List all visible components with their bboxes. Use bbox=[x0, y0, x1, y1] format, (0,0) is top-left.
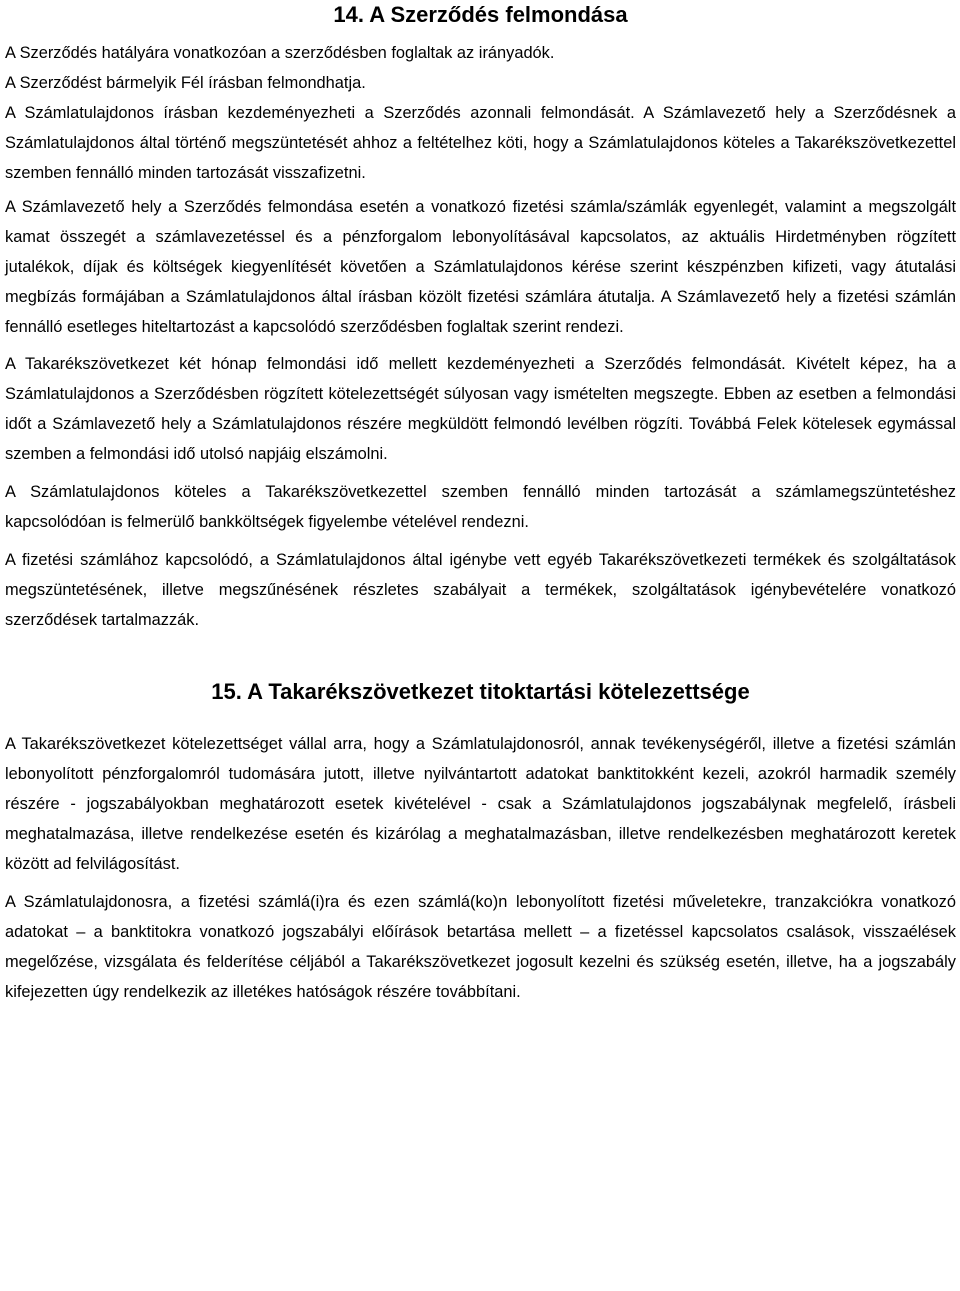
section-15-heading: 15. A Takarékszövetkezet titoktartási kötelezettsége bbox=[211, 679, 750, 704]
section-14-paragraph-1: A Szerződés hatályára vonatkozóan a szerződésben foglaltak az irányadók. bbox=[5, 44, 555, 62]
section-14-heading: 14. A Szerződés felmondása bbox=[333, 2, 628, 27]
section-14-paragraph-3: A Számlatulajdonos írásban kezdeményezheti a Szerződés azonnali felmondását. A Számlavezető hely a Szerződésnek a Számlatulajdonos által történő megszüntetését ahhoz a feltételhez köti, hogy a Számlatulajdonos köteles a Takarékszövetkezettel szemben fennálló minden tartozását visszafizetni. bbox=[5, 104, 956, 182]
section-14-paragraph-5: A Takarékszövetkezet két hónap felmondási idő mellett kezdeményezheti a Szerződés felmondását. Kivételt képez, ha a Számlatulajdonos a Szerződésben rögzített kötelezettségét súlyosan vagy ismételten megszegte. Ebben az esetben a felmondási időt a Számlavezető hely a Számlatulajdonos részére megküldött felmondó levélben rögzíti. Továbbá Felek kötelesek egymással szemben a felmondási idő utolsó napjáig elszámolni. bbox=[5, 355, 956, 463]
section-14-paragraph-6: A Számlatulajdonos köteles a Takarékszövetkezettel szemben fennálló minden tartozását a számlamegszüntetéshez kapcsolódóan is felmerülő bankköltségek figyelembe vételével rendezni. bbox=[5, 483, 956, 531]
section-15-paragraph-1: A Takarékszövetkezet kötelezettséget vállal arra, hogy a Számlatulajdonosról, annak tevékenységéről, illetve a fizetési számlán lebonyolított pénzforgalomról tudomására jutott, illetve nyilvántartott adatokat banktitokként kezeli, azokról harmadik személy részére - jogszabályokban meghatározott esetek kivételével - csak a Számlatulajdonos jogszabálynak megfelelő, írásbeli meghatalmazása, illetve rendelkezése esetén és kizárólag a meghatalmazásban, illetve rendelkezésben meghatározott keretek között ad felvilágosítást. bbox=[5, 735, 956, 873]
section-14-paragraph-4: A Számlavezető hely a Szerződés felmondása esetén a vonatkozó fizetési számla/számlák egyenlegét, valamint a megszolgált kamat összegét a számlavezetéssel és a pénzforgalom lebonyolításával kapcsolatos, az aktuális Hirdetményben rögzített jutalékok, díjak és költségek kiegyenlítését követően a Számlatulajdonos kérése szerint készpénzben kifizeti, vagy átutalási megbízás formájában a Számlatulajdonos által írásban közölt fizetési számlára átutalja. A Számlavezető hely a fizetési számlán fennálló esetleges hiteltartozást a kapcsolódó szerződésben foglaltak szerint rendezi. bbox=[5, 198, 956, 336]
section-15-paragraph-2: A Számlatulajdonosra, a fizetési számlá(i)ra és ezen számlá(ko)n lebonyolított fizetési műveletekre, tranzakciókra vonatkozó adatokat – a banktitokra vonatkozó jogszabályi előírások betartása mellett – a fizetéssel kapcsolatos csalások, visszaélések megelőzése, vizsgálata és felderítése céljából a Takarékszövetkezet jogosult kezelni és szükség esetén, illetve, ha a jogszabály kifejezetten úgy rendelkezik az illetékes hatóságok részére továbbítani. bbox=[5, 893, 956, 1001]
document-page bbox=[5, 0, 956, 1007]
section-14-paragraph-2: A Szerződést bármelyik Fél írásban felmondhatja. bbox=[5, 74, 366, 92]
section-14-paragraph-7: A fizetési számlához kapcsolódó, a Számlatulajdonos által igénybe vett egyéb Takarékszövetkezeti termékek és szolgáltatások megszüntetésének, illetve megszűnésének részletes szabályait a termékek, szolgáltatások igénybevételére vonatkozó szerződések tartalmazzák. bbox=[5, 551, 956, 629]
